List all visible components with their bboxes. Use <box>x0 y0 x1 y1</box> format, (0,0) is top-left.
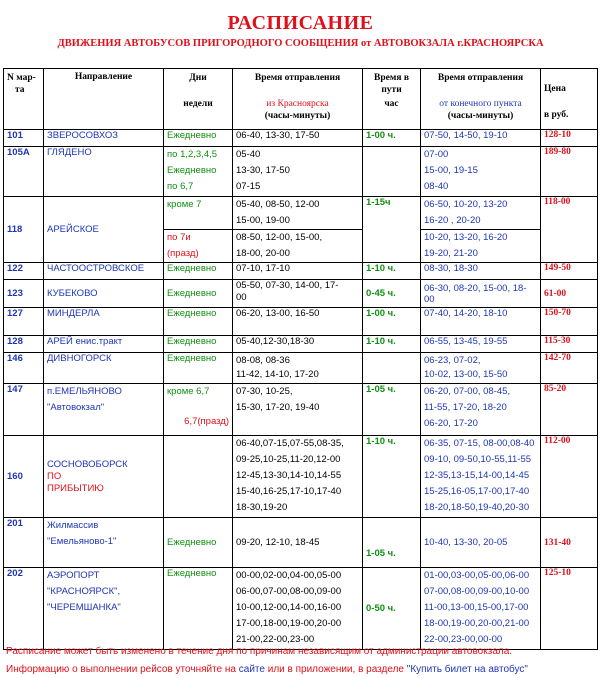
route-return: 06-23, 07-02, 10-02, 13-00, 15-50 <box>421 353 541 384</box>
route-return: 06-55, 13-45, 19-55 <box>421 336 541 353</box>
route-price: 189-80 <box>541 147 598 197</box>
header-direction: Направление <box>44 69 164 130</box>
route-days: по 1,2,3,4,5 Ежедневно по 6,7 <box>164 147 233 197</box>
route-days <box>164 436 233 518</box>
route-number: 147 <box>4 384 44 436</box>
table-row <box>4 518 598 568</box>
route-departure: 06-40,07-15,07-55,08-35, 09-25,10-25,11-20,12-00 12-45,13-30,14-10,14-55 15-40,16-25,17-10,17-40 18-30,19-20 <box>233 436 363 518</box>
route-return: 07-00 15-00, 19-15 08-40 <box>421 147 541 197</box>
table-row <box>4 436 598 518</box>
route-price: 125-10 <box>541 568 598 650</box>
route-return: 06-20, 07-00, 08-45, 11-55, 17-20, 18-20 06-20, 17-20 <box>421 384 541 436</box>
header-days: Дни недели <box>164 69 233 130</box>
route-price: 131-40 <box>541 518 598 568</box>
route-travel-time: 1-05 ч. <box>363 518 421 568</box>
route-return: 01-00,03-00,05-00,06-00 07-00,08-00,09-00,10-00 11-00,13-00,15-00,17-00 18-00,19-00,20-00,21-00 22-00,23-00,00-00 <box>421 568 541 650</box>
route-return: 06-50, 10-20, 13-20 16-20 , 20-20 <box>421 197 541 230</box>
route-travel-time <box>363 147 421 197</box>
route-price: 149-50 <box>541 263 598 280</box>
route-return: 07-40, 14-20, 18-10 <box>421 308 541 336</box>
route-number: 202 <box>4 568 44 650</box>
route-destination: ЧАСТООСТРОВСКОЕ <box>44 263 164 280</box>
table-row <box>4 263 598 280</box>
route-travel-time: 1-05 ч. <box>363 384 421 436</box>
route-return: 10-20, 13-20, 16-20 19-20, 21-20 <box>421 230 541 263</box>
header-return: Время отправления от конечного пункта (часы-минуты) <box>421 69 541 130</box>
route-price: 115-30 <box>541 336 598 353</box>
route-number: 105А <box>4 147 44 197</box>
route-departure: 08-08, 08-36 11-42, 14-10, 17-20 <box>233 353 363 384</box>
route-destination: КУБЕКОВО <box>44 280 164 308</box>
route-number: 160 <box>4 436 44 518</box>
route-days: по 7и (празд) <box>164 230 233 263</box>
footer-note-info <box>6 664 528 675</box>
route-travel-time: 1-10 ч. <box>363 436 421 518</box>
route-departure: 09-20, 12-10, 18-45 <box>233 518 363 568</box>
route-destination: СОСНОВОБОРСК ПО ПРИБЫТИЮ <box>44 436 164 518</box>
route-destination: МИНДЕРЛА <box>44 308 164 336</box>
route-days: Ежедневно <box>164 568 233 650</box>
route-days: Ежедневно <box>164 308 233 336</box>
route-days: кроме 7 <box>164 197 233 230</box>
route-price: 142-70 <box>541 353 598 384</box>
header-travel-time: Время в пути час <box>363 69 421 130</box>
site-link[interactable]: сайте <box>238 664 265 675</box>
route-days: Ежедневно <box>164 263 233 280</box>
table-row <box>4 353 598 384</box>
table-row <box>4 130 598 147</box>
route-return: 06-30, 08-20, 15-00, 18-00 <box>421 280 541 308</box>
table-row <box>4 147 598 197</box>
route-travel-time: 1-15ч <box>363 197 421 263</box>
footer-note-text: Информацию о выполнении рейсов уточняйте на <box>6 664 239 675</box>
route-days: Ежедневно <box>164 353 233 384</box>
route-departure: 00-00,02-00,04-00,05-00 06-00,07-00,08-00,09-00 10-00,12-00,14-00,16-00 17-00,18-00,19-00,20-00 21-00,22-00,23-00 <box>233 568 363 650</box>
route-travel-time: 1-00 ч. <box>363 130 421 147</box>
table-row <box>4 280 598 308</box>
table-row <box>4 197 598 230</box>
route-destination: ГЛЯДЕНО <box>44 147 164 197</box>
route-price: 112-00 <box>541 436 598 518</box>
route-number: 101 <box>4 130 44 147</box>
route-return: 07-50, 14-50, 19-10 <box>421 130 541 147</box>
route-price: 118-00 <box>541 197 598 263</box>
header-departure: Время отправления из Красноярска (часы-минуты) <box>233 69 363 130</box>
route-days: Ежедневно <box>164 130 233 147</box>
route-number: 127 <box>4 308 44 336</box>
route-destination: АРЕЙСКОЕ <box>44 197 164 263</box>
footer-note-text: или в приложении, в разделе <box>264 664 407 675</box>
route-destination: Жилмассив "Емельяново-1" <box>44 518 164 568</box>
route-days: Ежедневно <box>164 280 233 308</box>
route-price: 150-70 <box>541 308 598 336</box>
buy-ticket-link[interactable]: "Купить билет на автобус" <box>406 664 528 675</box>
schedule-table <box>3 68 598 650</box>
page-subtitle: ДВИЖЕНИЯ АВТОБУСОВ ПРИГОРОДНОГО СООБЩЕНИЯ от АВТОВОКЗАЛА г.КРАСНОЯРСКА <box>57 38 544 49</box>
route-return: 08-30, 18-30 <box>421 263 541 280</box>
route-departure: 07-30, 10-25, 15-30, 17-20, 19-40 <box>233 384 363 436</box>
route-days: Ежедневно <box>164 518 233 568</box>
route-price: 128-10 <box>541 130 598 147</box>
route-number: 146 <box>4 353 44 384</box>
route-price: 61-00 <box>541 280 598 308</box>
route-departure: 05-40,12-30,18-30 <box>233 336 363 353</box>
route-departure: 06-20, 13-00, 16-50 <box>233 308 363 336</box>
route-travel-time: 1-10 ч. <box>363 263 421 280</box>
route-days: кроме 6,7 6,7(празд) <box>164 384 233 436</box>
route-days: Ежедневно <box>164 336 233 353</box>
header-route-number: N мар- та <box>4 69 44 130</box>
route-destination: ДИВНОГОРСК <box>44 353 164 384</box>
route-departure: 08-50, 12-00, 15-00, 18-00, 20-00 <box>233 230 363 263</box>
footer-note-schedule-change: Расписание может быть изменено в течение дня по причинам независящим от администрации автовокзала. <box>6 646 513 657</box>
route-number: 201 <box>4 518 44 568</box>
route-destination: АРЕЙ енис.тракт <box>44 336 164 353</box>
table-row <box>4 384 598 436</box>
route-number: 123 <box>4 280 44 308</box>
table-row <box>4 308 598 336</box>
route-travel-time: 0-50 ч. <box>363 568 421 650</box>
route-travel-time: 0-45 ч. <box>363 280 421 308</box>
route-travel-time: 1-10 ч. <box>363 336 421 353</box>
route-return: 06-35, 07-15, 08-00,08-40 09-10, 09-50,10-55,11-55 12-35,13-15,14-00,14-45 15-25,16-05,17-00,17-40 18-20,18-50,19-40,20-30 <box>421 436 541 518</box>
route-number: 128 <box>4 336 44 353</box>
route-departure: 05-40 13-30, 17-50 07-15 <box>233 147 363 197</box>
page-title: РАСПИСАНИЕ <box>227 12 374 34</box>
route-departure: 07-10, 17-10 <box>233 263 363 280</box>
route-travel-time: 1-00 ч. <box>363 308 421 336</box>
header-price: Цена в руб. <box>541 69 598 130</box>
route-destination: ЗВЕРОСОВХОЗ <box>44 130 164 147</box>
table-row <box>4 568 598 650</box>
route-destination: АЭРОПОРТ "КРАСНОЯРСК", "ЧЕРЕМШАНКА" <box>44 568 164 650</box>
route-number: 118 <box>4 197 44 263</box>
route-departure: 05-50, 07-30, 14-00, 17- 00 <box>233 280 363 308</box>
route-return: 10-40, 13-30, 20-05 <box>421 518 541 568</box>
route-departure: 05-40, 08-50, 12-00 15-00, 19-00 <box>233 197 363 230</box>
route-departure: 06-40, 13-30, 17-50 <box>233 130 363 147</box>
route-number: 122 <box>4 263 44 280</box>
route-travel-time <box>363 353 421 384</box>
table-row <box>4 336 598 353</box>
route-price: 85-20 <box>541 384 598 436</box>
route-destination: п.ЕМЕЛЬЯНОВО "Автовокзал" <box>44 384 164 436</box>
